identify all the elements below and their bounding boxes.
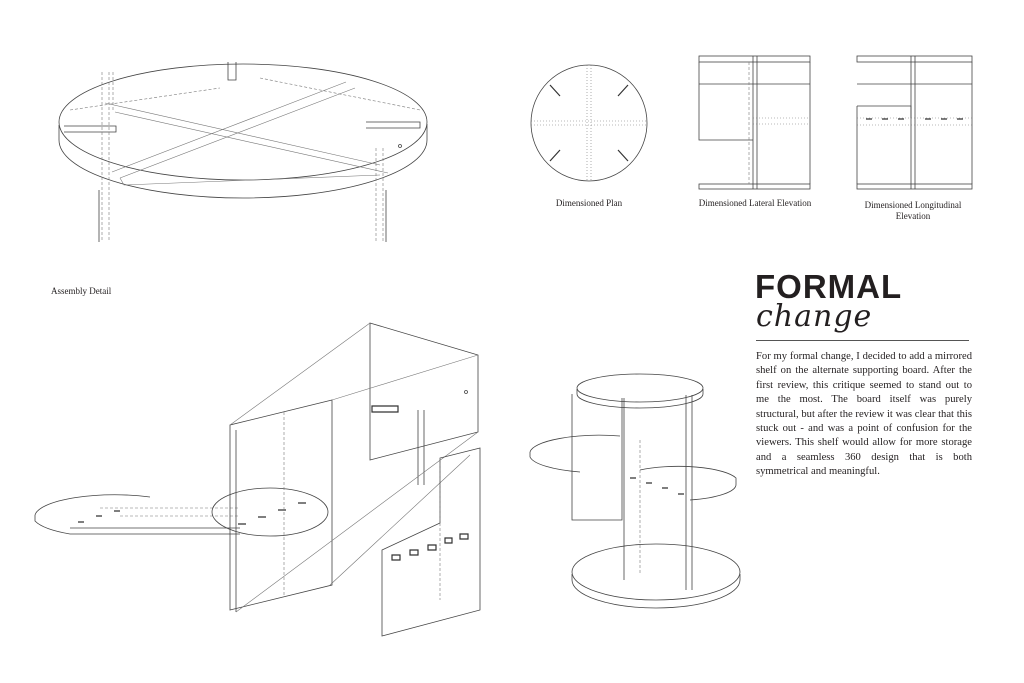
heading-subtitle: change — [756, 299, 873, 334]
body-paragraph: For my formal change, I decided to add a mirrored shelf on the alternate supporting board. After the first review, this critique seemed to stand out to me the most. The board itself was purely structural, but after the review it was clear that this stuck out - and was a point of confusion for the viewers. This shelf would allow for more storage and a seamless 360 design that is both symmetrical and meaningful. — [756, 351, 972, 478]
heading-title: FORMAL — [755, 268, 903, 305]
heading-rule — [756, 340, 969, 341]
longitudinal-caption-line2: Elevation — [895, 211, 931, 221]
plan-caption: Dimensioned Plan — [555, 198, 623, 208]
longitudinal-caption-line1: Dimensioned Longitudinal — [864, 200, 962, 210]
lateral-caption: Dimensioned Lateral Elevation — [698, 198, 812, 208]
assembly-caption: Assembly Detail — [51, 286, 112, 296]
